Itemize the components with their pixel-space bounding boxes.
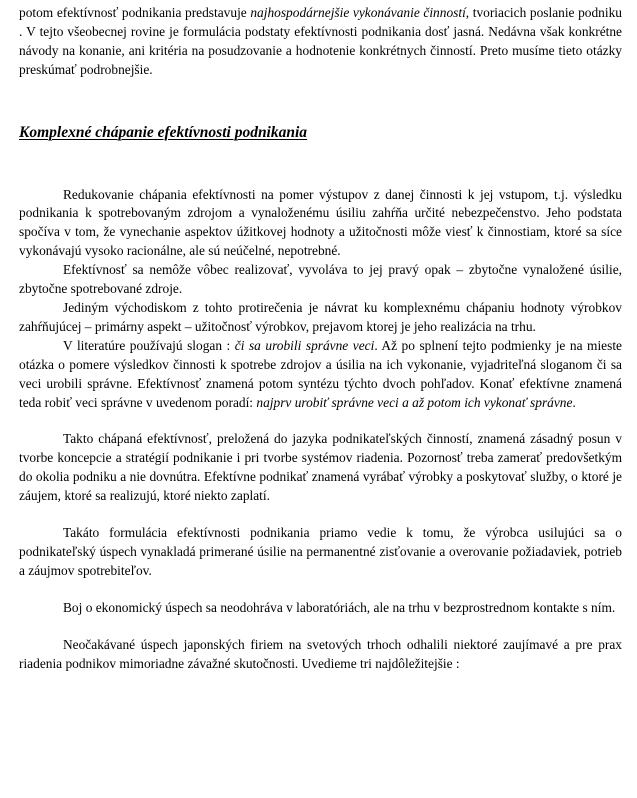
paragraph-5: Takto chápaná efektívnosť, preložená do jazyka podnikateľských činností, znamená zásadný posun v tvorbe koncepcie a stratégií podnikanie i pri tvorbe systémov riadenia. Pozornosť treba zamerať predovšetkým do okolia podniku a nie dovnútra. Efektívne podnikať znamená vyrábať výrobky a poskytovať služby, o ktoré je záujem, ktoré sa realizujú, ktoré niekto zaplatí. [19, 431, 622, 504]
paragraph-2: Efektívnosť sa nemôže vôbec realizovať, vyvoláva to jej pravý opak – zbytočne vynaložené úsilie, zbytočne spotrebované zdroje. [19, 262, 622, 297]
intro-emphasis: najhospodárnejšie vykonávanie činností [250, 5, 466, 20]
paragraph-8: Neočakávané úspech japonských firiem na svetových trhoch odhalili niektoré zaujímavé a pre prax riadenia podnikov mimoriadne závažné skutočnosti. Uvedieme tri najdôležitejšie : [19, 636, 622, 671]
paragraph-4 [19, 337, 622, 413]
paragraph-4-text-a: V literatúre používajú slogan : [63, 337, 235, 353]
paragraph-4-text-c: . [572, 394, 576, 410]
paragraph-6: Takáto formulácia efektívnosti podnikania priamo vedie k tomu, že výrobca usilujúci sa o podnikateľský úspech vynakladá primerané úsilie na permanentné zisťovanie a overovanie požiadaviek, potrieb a záujmov spotrebiteľov. [19, 525, 622, 578]
slogan-emphasis: či sa urobili správne veci [234, 337, 375, 353]
paragraph-gap [19, 581, 622, 599]
section-heading: Komplexné chápanie efektívnosti podnikania [19, 123, 308, 141]
paragraph-7: Boj o ekonomický úspech sa neodohráva v laboratóriách, ale na trhu v bezprostrednom kontakte s ním. [63, 599, 616, 615]
intro-paragraph [19, 4, 622, 80]
paragraph-1: Redukovanie chápania efektívnosti na pomer výstupov z danej činnosti k jej vstupom, t.j. výsledku podnikania k spotrebovaným zdrojom a vynaloženému úsiliu zahŕňa určité nebezpečenstvo. Jeho podstata spočíva v tom, že vynechanie aspektov úžitkovej hodnoty a užitočnosti môže viesť k činnostiam, ktoré sa síce vykonávajú vysoko racionálne, ale sú neúčelné, nepotrebné. [19, 186, 622, 259]
paragraph-gap [19, 506, 622, 524]
paragraph-3: Jediným východiskom z tohto protirečenia je návrat ku komplexnému chápaniu hodnoty výrobkov zahŕňujúcej – primárny aspekt – užitočnosť výrobkov, prejavom ktorej je jeho realizácia na trhu. [19, 299, 622, 334]
paragraph-gap [19, 412, 622, 430]
intro-text-end: , tvoriacich poslanie podniku . V tejto všeobecnej rovine je formulácia podstaty efektívnosti podnikania dosť jasná. Nedávna však konkrétne návody na konanie, ani kritéria na posudzovanie a hodnotenie konkrétnych činností. Preto musíme tieto otázky preskúmať podrobnejšie. [19, 5, 622, 77]
order-emphasis: najprv urobiť správne veci a až potom ich vykonať správne [256, 394, 573, 410]
paragraph-4-text-b: . Až po splnení tejto podmienky je na mieste otázka o pomere výsledkov činnosti k spotrebe zdrojov a úsilia na ich vykonanie, vyjadriteľná sloganom či sa veci urobili správne. Efektívnosť znamená potom syntézu týchto dvoch pohľadov. Konať efektívne znamená teda robiť veci správne v uvedenom poradí: [19, 337, 622, 410]
document-page [19, 4, 622, 673]
intro-text-start: potom efektívnosť podnikania predstavuje [19, 5, 251, 20]
paragraph-gap [19, 618, 622, 636]
